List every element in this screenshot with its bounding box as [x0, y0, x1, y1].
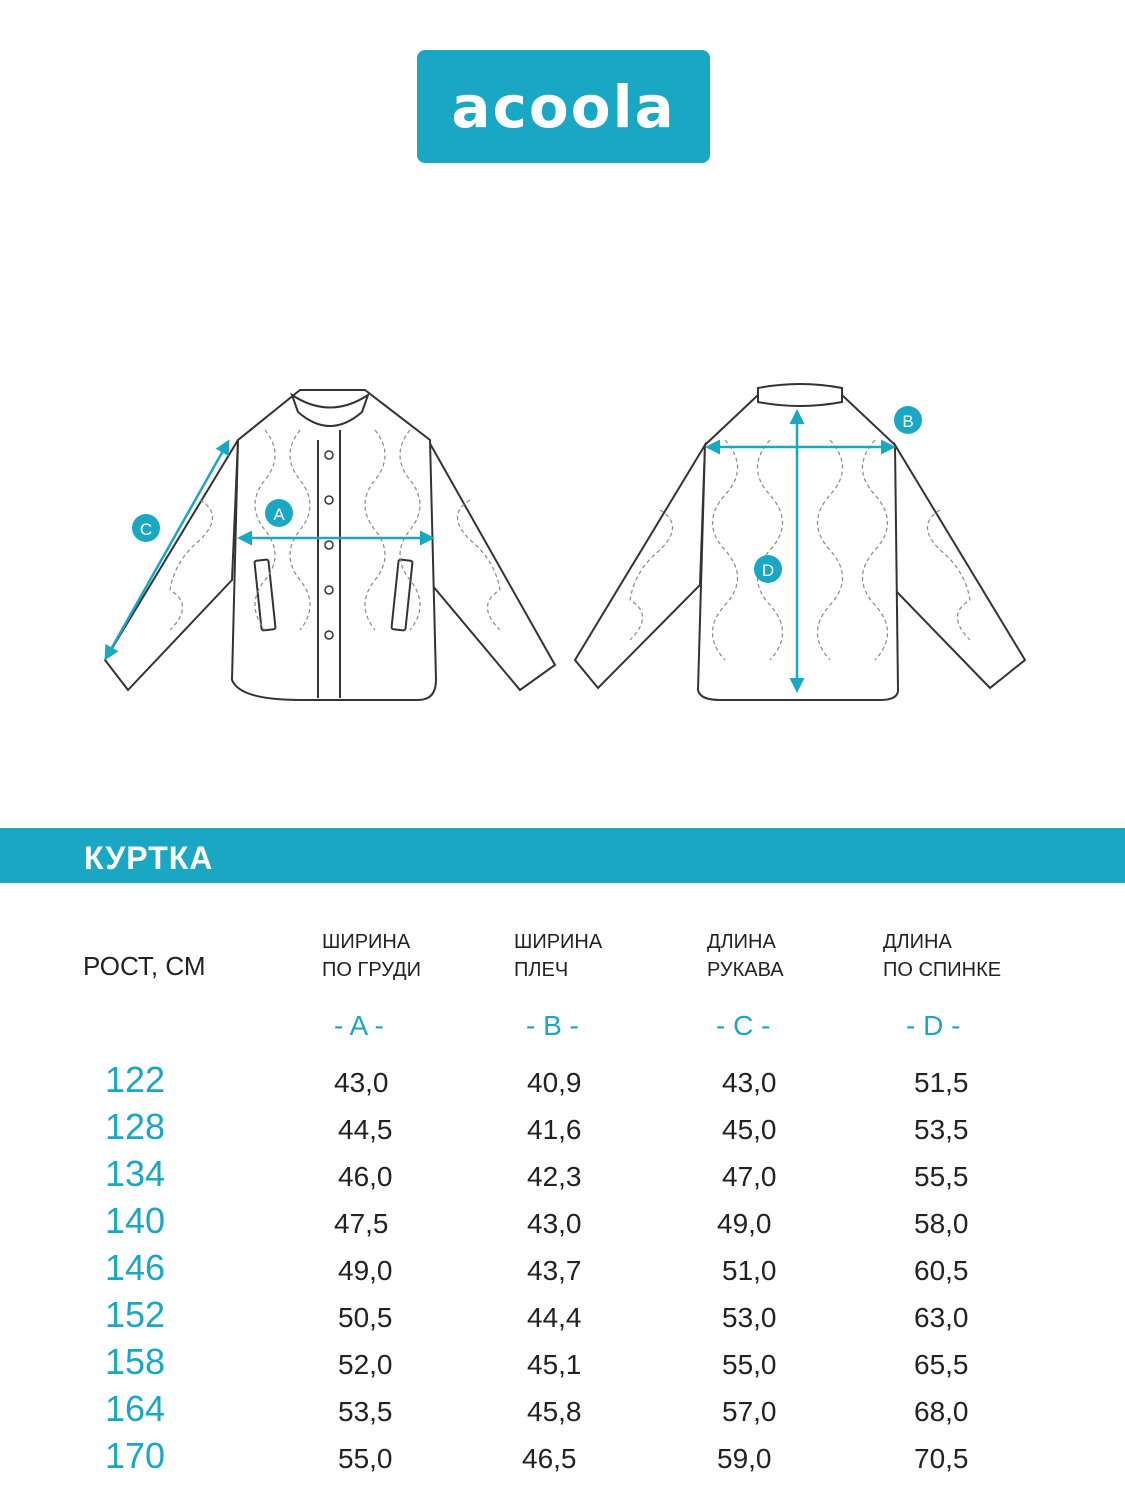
cell-sleeve: 59,0: [717, 1443, 772, 1474]
cell-shoulders: 44,4: [527, 1302, 582, 1333]
column-header-line2: ПО СПИНКЕ: [883, 959, 1002, 981]
table-row: [0, 1107, 1125, 1154]
column-header-back-length: [883, 928, 1001, 984]
column-letter-d: - D -: [906, 1010, 961, 1041]
cell-back-length: 51,5: [914, 1067, 969, 1098]
cell-chest: 49,0: [338, 1255, 393, 1286]
cell-sleeve: 49,0: [717, 1208, 772, 1239]
section-title: КУРТКА: [84, 840, 214, 876]
cell-chest: 55,0: [338, 1443, 393, 1474]
cell-shoulders: 45,8: [527, 1396, 582, 1427]
cell-sleeve: 57,0: [722, 1396, 777, 1427]
table-row: [0, 1060, 1125, 1107]
cell-back-length: 65,5: [914, 1349, 969, 1380]
column-letter-c: - C -: [716, 1010, 771, 1041]
marker-d-label: D: [761, 561, 775, 580]
table-row: [0, 1295, 1125, 1342]
table-row: [0, 1248, 1125, 1295]
cell-back-length: 55,5: [914, 1161, 969, 1192]
column-header-line2: ПЛЕЧ: [514, 959, 569, 981]
table-row: [0, 1389, 1125, 1436]
cell-chest: 50,5: [338, 1302, 393, 1333]
row-height: 140: [105, 1200, 166, 1241]
marker-a: [265, 499, 293, 527]
cell-shoulders: 41,6: [527, 1114, 582, 1145]
cell-shoulders: 46,5: [522, 1443, 577, 1474]
table-row: [0, 1154, 1125, 1201]
column-header-chest: [322, 928, 421, 984]
column-header-line1: ДЛИНА: [707, 931, 776, 953]
cell-sleeve: 51,0: [722, 1255, 777, 1286]
cell-back-length: 58,0: [914, 1208, 969, 1239]
cell-back-length: 70,5: [914, 1443, 969, 1474]
column-header-sleeve: [707, 928, 784, 984]
cell-back-length: 63,0: [914, 1302, 969, 1333]
cell-sleeve: 55,0: [722, 1349, 777, 1380]
cell-shoulders: 45,1: [527, 1349, 582, 1380]
cell-chest: 44,5: [338, 1114, 393, 1145]
cell-shoulders: 43,7: [527, 1255, 582, 1286]
marker-a-label: A: [273, 505, 285, 524]
marker-b: [894, 406, 922, 434]
column-letter-a: - A -: [334, 1010, 384, 1041]
cell-shoulders: 43,0: [527, 1208, 582, 1239]
marker-b-label: B: [902, 412, 914, 431]
cell-shoulders: 40,9: [527, 1067, 582, 1098]
marker-c-label: C: [139, 520, 153, 539]
column-header-line1: ДЛИНА: [883, 931, 952, 953]
section-band: [0, 828, 1125, 883]
cell-chest: 53,5: [338, 1396, 393, 1427]
cell-back-length: 53,5: [914, 1114, 969, 1145]
table-row: [0, 1436, 1125, 1483]
row-height: 128: [105, 1106, 166, 1147]
cell-chest: 47,5: [334, 1208, 389, 1239]
cell-shoulders: 42,3: [527, 1161, 582, 1192]
brand-logo: [417, 50, 710, 163]
table-row: [0, 1342, 1125, 1389]
cell-sleeve: 53,0: [722, 1302, 777, 1333]
row-height: 146: [105, 1247, 166, 1288]
jacket-measurement-diagram: [0, 360, 1125, 720]
column-header-shoulders: [514, 928, 602, 984]
brand-logo-text: acoola: [451, 72, 676, 141]
column-header-line2: РУКАВА: [707, 959, 784, 981]
column-header-line1: ШИРИНА: [322, 931, 411, 953]
cell-back-length: 60,5: [914, 1255, 969, 1286]
height-column-header: РОСТ, СМ: [83, 951, 206, 981]
row-height: 164: [105, 1388, 166, 1429]
row-height: 170: [105, 1435, 166, 1476]
marker-d: [754, 555, 782, 583]
marker-c: [132, 514, 160, 542]
cell-chest: 46,0: [338, 1161, 393, 1192]
cell-sleeve: 47,0: [722, 1161, 777, 1192]
cell-chest: 43,0: [334, 1067, 389, 1098]
cell-chest: 52,0: [338, 1349, 393, 1380]
cell-back-length: 68,0: [914, 1396, 969, 1427]
table-row: [0, 1201, 1125, 1248]
cell-sleeve: 45,0: [722, 1114, 777, 1145]
column-letter-b: - B -: [526, 1010, 579, 1041]
cell-sleeve: 43,0: [722, 1067, 777, 1098]
row-height: 122: [105, 1059, 166, 1100]
row-height: 158: [105, 1341, 166, 1382]
column-header-line2: ПО ГРУДИ: [322, 959, 421, 981]
row-height: 152: [105, 1294, 166, 1335]
column-header-line1: ШИРИНА: [514, 931, 603, 953]
row-height: 134: [105, 1153, 166, 1194]
jacket-back-view: [575, 384, 1025, 700]
